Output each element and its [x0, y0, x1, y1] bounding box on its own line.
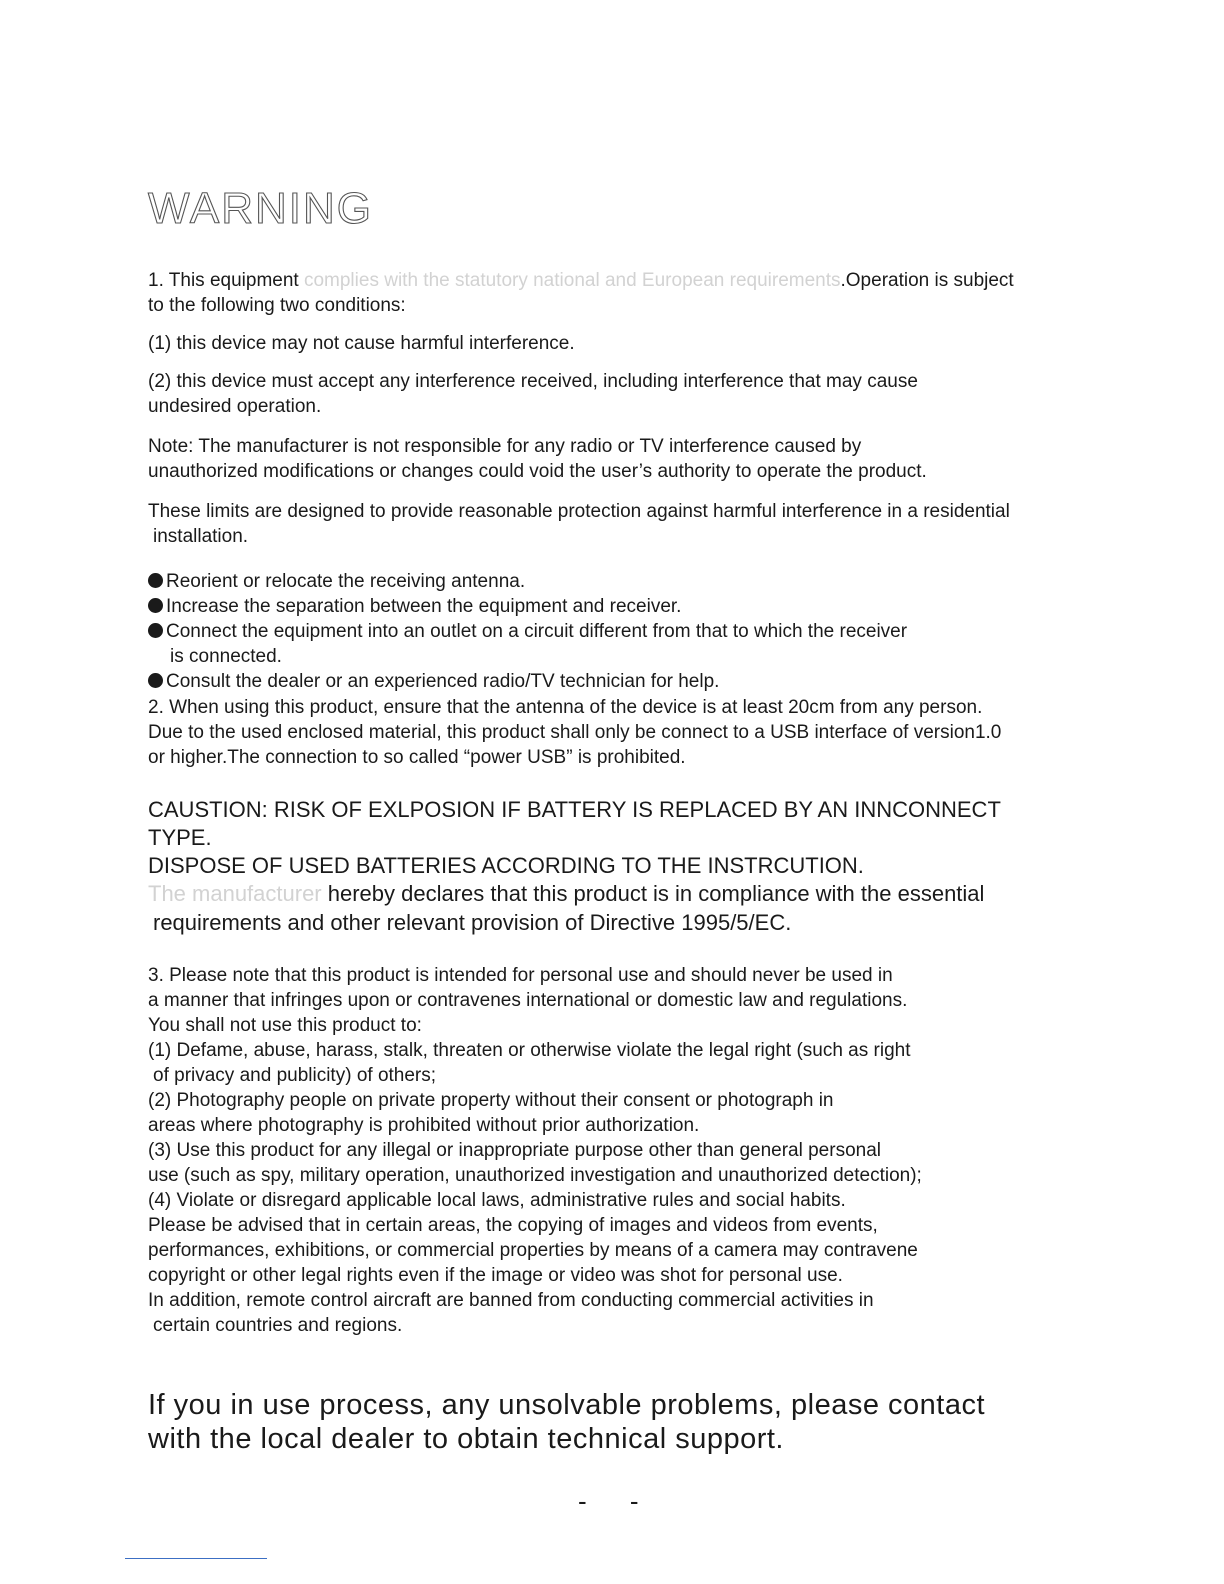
item3-line: (3) Use this product for any illegal or inappropriate purpose other than general personal: [148, 1140, 881, 1161]
bullet-item-separation: [148, 594, 1048, 619]
item1-faint-text: complies with the statutory national and European requirements: [303, 270, 841, 291]
item3-line: Please be advised that in certain areas, the copying of images and videos from events,: [148, 1215, 878, 1236]
bullet-list: [148, 569, 1048, 694]
item2-line1: 2. When using this product, ensure that the antenna of the device is at least 20cm from any person.: [148, 697, 983, 718]
condition-2-line2: undesired operation.: [148, 396, 322, 417]
item3-line: certain countries and regions.: [153, 1315, 403, 1336]
support-line1: If you in use process, any unsolvable problems, please contact: [148, 1389, 986, 1421]
item1-start: 1. This equipment: [148, 270, 304, 291]
condition-2-line1: (2) this device must accept any interference received, including interference that may cause: [148, 371, 918, 392]
item2-line3: or higher.The connection to so called “power USB” is prohibited.: [148, 747, 686, 768]
page-number: - -: [578, 1486, 657, 1516]
support-line2: with the local dealer to obtain technical support.: [148, 1423, 784, 1455]
item2-paragraph: [148, 695, 1063, 770]
condition-1: (1) this device may not cause harmful interference.: [148, 333, 575, 354]
footer-rule: [125, 1558, 267, 1559]
limits-paragraph: [148, 499, 1063, 549]
note-paragraph: [148, 434, 1063, 484]
item3-line: 3. Please note that this product is intended for personal use and should never be used in: [148, 965, 893, 986]
item2-line2: Due to the used enclosed material, this product shall only be connect to a USB interface of version1.0: [148, 722, 1002, 743]
item3-line: performances, exhibitions, or commercial properties by means of a camera may contravene: [148, 1240, 918, 1261]
condition-2: [148, 369, 1063, 419]
declaration-line2: requirements and other relevant provision of Directive 1995/5/EC.: [153, 910, 792, 935]
item1-line2: to the following two conditions:: [148, 295, 406, 316]
item1-end: .Operation is subject: [840, 270, 1014, 291]
item3-paragraph: [148, 963, 1063, 1338]
bullet-dot-icon: [148, 623, 163, 638]
bullet-dot-icon: [148, 573, 163, 588]
item1-paragraph: [148, 268, 1063, 318]
item3-line: a manner that infringes upon or contravenes international or domestic law and regulations.: [148, 990, 908, 1011]
declaration-rest: hereby declares that this product is in compliance with the essential: [321, 881, 985, 906]
item3-line: (1) Defame, abuse, harass, stalk, threaten or otherwise violate the legal right (such as right: [148, 1040, 911, 1061]
support-paragraph: [148, 1388, 1063, 1456]
item3-line: (2) Photography people on private property without their consent or photograph in: [148, 1090, 834, 1111]
note-line1: Note: The manufacturer is not responsible for any radio or TV interference caused by: [148, 436, 862, 457]
bullet-item-outlet: [148, 619, 1048, 644]
item3-line: areas where photography is prohibited without prior authorization.: [148, 1115, 700, 1136]
caution-paragraph: [148, 796, 1063, 880]
bullet-text: Connect the equipment into an outlet on a circuit different from that to which the receiver: [166, 621, 908, 642]
page-title: WARNING: [148, 184, 374, 233]
limits-line1: These limits are designed to provide reasonable protection against harmful interference in a residential: [148, 501, 1010, 522]
item3-line: of privacy and publicity) of others;: [153, 1065, 437, 1086]
bullet-text: Consult the dealer or an experienced radio/TV technician for help.: [166, 671, 720, 692]
bullet-text: Reorient or relocate the receiving antenna.: [166, 571, 526, 592]
item3-line: (4) Violate or disregard applicable local laws, administrative rules and social habits.: [148, 1190, 846, 1211]
caution-line2: DISPOSE OF USED BATTERIES ACCORDING TO THE INSTRCUTION.: [148, 853, 864, 878]
limits-line2: installation.: [153, 526, 249, 547]
bullet-item-consult: [148, 669, 1048, 694]
bullet-dot-icon: [148, 673, 163, 688]
bullet-item-reorient: [148, 569, 1048, 594]
caution-line1: CAUSTION: RISK OF EXLPOSION IF BATTERY IS REPLACED BY AN INNCONNECT TYPE.: [148, 797, 1001, 850]
item3-line: copyright or other legal rights even if the image or video was shot for personal use.: [148, 1265, 843, 1286]
bullet-text: Increase the separation between the equipment and receiver.: [166, 596, 682, 617]
declaration-paragraph: [148, 879, 1063, 937]
item3-line: You shall not use this product to:: [148, 1015, 422, 1036]
declaration-faint-text: The manufacturer: [148, 881, 322, 906]
bullet-dot-icon: [148, 598, 163, 613]
item3-line: In addition, remote control aircraft are banned from conducting commercial activities in: [148, 1290, 874, 1311]
item3-line: use (such as spy, military operation, unauthorized investigation and unauthorized detection);: [148, 1165, 922, 1186]
bullet-item-outlet-continued: is connected.: [170, 646, 282, 667]
note-line2: unauthorized modifications or changes could void the user’s authority to operate the product.: [148, 461, 927, 482]
